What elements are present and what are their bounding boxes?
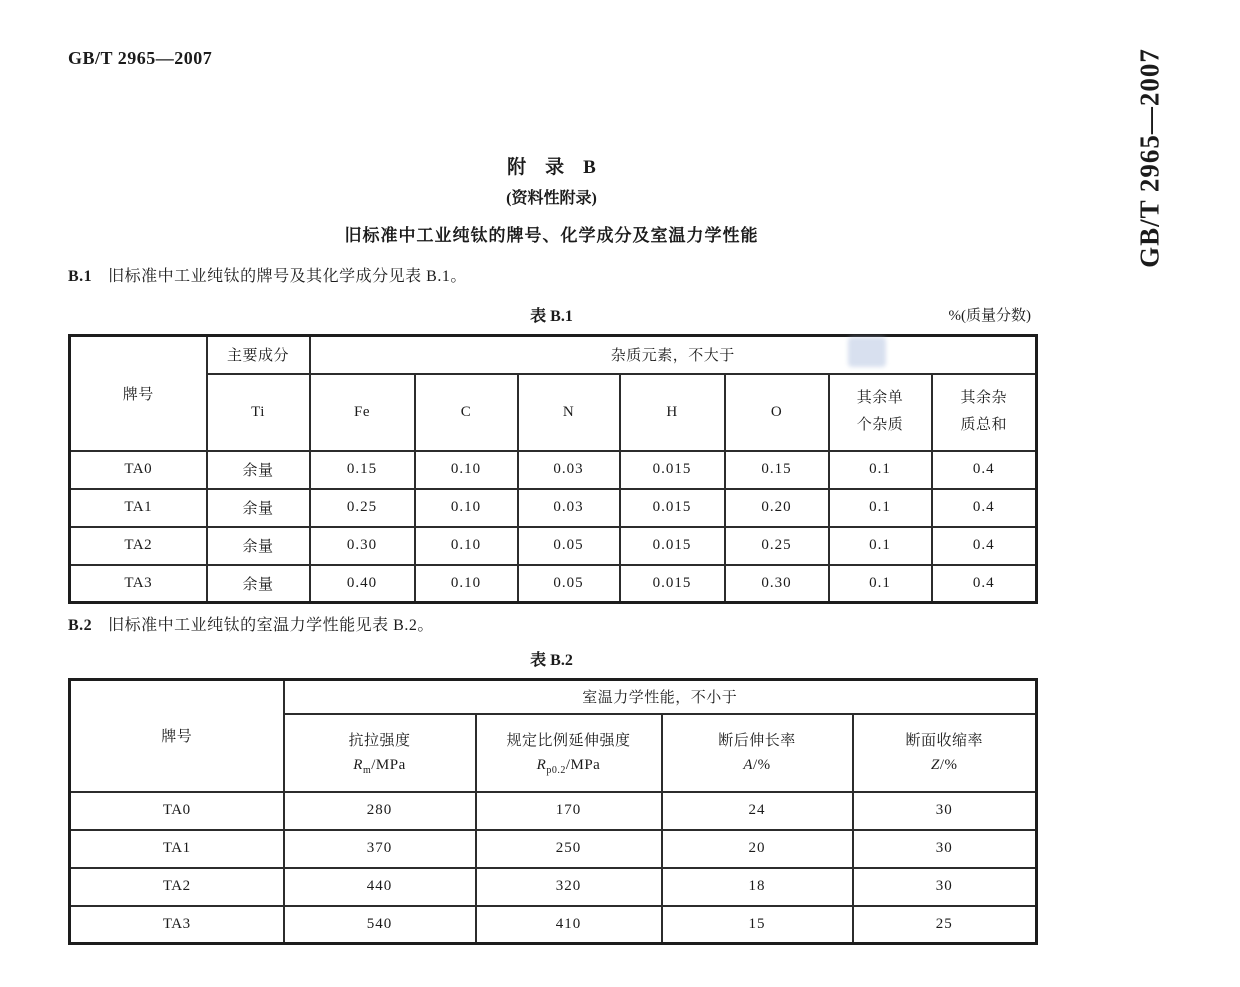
table-cell: 30: [853, 792, 1037, 830]
table-cell: 0.015: [620, 451, 725, 489]
table-b2-mechanical-properties: [68, 678, 1038, 945]
col-header-other-single: 其余单个杂质: [829, 374, 932, 451]
table-row: [70, 527, 1037, 565]
table-cell: 余量: [207, 565, 310, 603]
appendix-subtitle: (资料性附录): [506, 190, 597, 207]
table-row: [70, 489, 1037, 527]
table-cell: 25: [853, 906, 1037, 944]
table-cell: 0.25: [725, 527, 829, 565]
standard-code-vertical: GB/T 2965—2007: [1134, 48, 1165, 268]
grade-cell: TA1: [70, 830, 284, 868]
grade-cell: TA3: [70, 565, 207, 603]
col-header-o: O: [725, 374, 829, 451]
grade-cell: TA3: [70, 906, 284, 944]
table-b2-caption: 表 B.2: [530, 652, 573, 669]
table-cell: 0.1: [829, 565, 932, 603]
table-b2-caption-row: [68, 647, 1035, 670]
col-header-fe: Fe: [310, 374, 415, 451]
table-cell: 0.03: [518, 451, 620, 489]
table-cell: 0.15: [310, 451, 415, 489]
section-b1-text: 旧标准中工业纯钛的牌号及其化学成分见表 B.1。: [108, 268, 467, 285]
col-header-tensile-strength: 抗拉强度 $R_m$/MPa: [284, 714, 476, 792]
table-cell: 0.1: [829, 451, 932, 489]
section-b1-paragraph: [68, 263, 467, 286]
table-cell: 30: [853, 868, 1037, 906]
table-cell: 0.15: [725, 451, 829, 489]
table-header-row: [70, 336, 1037, 374]
table-cell: 410: [476, 906, 662, 944]
col-header-properties-group: 室温力学性能，不小于: [284, 680, 1037, 714]
table-cell: 0.015: [620, 527, 725, 565]
table-cell: 15: [662, 906, 853, 944]
standard-code-header: GB/T 2965—2007: [68, 48, 213, 68]
table-cell: 18: [662, 868, 853, 906]
grade-cell: TA0: [70, 451, 207, 489]
section-b2-text: 旧标准中工业纯钛的室温力学性能见表 B.2。: [108, 617, 434, 634]
grade-cell: TA1: [70, 489, 207, 527]
table-cell: 0.015: [620, 489, 725, 527]
table-cell: 24: [662, 792, 853, 830]
table-cell: 0.4: [932, 451, 1037, 489]
table-cell: 0.05: [518, 565, 620, 603]
table-row: [70, 451, 1037, 489]
table-cell: 余量: [207, 489, 310, 527]
table-cell: 30: [853, 830, 1037, 868]
table-header-row: [70, 374, 1037, 451]
section-b2-paragraph: [68, 612, 434, 635]
table-cell: 0.1: [829, 489, 932, 527]
table-b1-caption-row: [68, 303, 1035, 326]
col-header-main-component: 主要成分: [207, 336, 310, 374]
col-header-proof-strength: 规定比例延伸强度 $R_{p0.2}$/MPa: [476, 714, 662, 792]
table-cell: 20: [662, 830, 853, 868]
table-cell: 370: [284, 830, 476, 868]
table-cell: 0.10: [415, 527, 518, 565]
table-cell: 0.4: [932, 489, 1037, 527]
table-cell: 0.20: [725, 489, 829, 527]
table-cell: 320: [476, 868, 662, 906]
table-row: [70, 565, 1037, 603]
table-row: [70, 906, 1037, 944]
col-header-h: H: [620, 374, 725, 451]
table-cell: 0.015: [620, 565, 725, 603]
grade-cell: TA2: [70, 527, 207, 565]
table-cell: 0.03: [518, 489, 620, 527]
col-header-grade: 牌号: [70, 680, 284, 792]
table-cell: 0.30: [725, 565, 829, 603]
table-cell: 0.4: [932, 527, 1037, 565]
table-cell: 250: [476, 830, 662, 868]
table-cell: 0.25: [310, 489, 415, 527]
table-cell: 0.10: [415, 451, 518, 489]
table-cell: 0.30: [310, 527, 415, 565]
table-cell: 余量: [207, 527, 310, 565]
table-cell: 0.10: [415, 489, 518, 527]
col-header-elongation: 断后伸长率 A/%: [662, 714, 853, 792]
table-cell: 440: [284, 868, 476, 906]
col-header-grade: 牌号: [70, 336, 207, 451]
table-header-row: [70, 680, 1037, 714]
section-b2-label: B.2: [68, 617, 93, 634]
section-b1-label: B.1: [68, 268, 93, 285]
table-b1-chemical-composition: [68, 334, 1038, 604]
scan-artifact: [848, 337, 886, 367]
appendix-heading: 旧标准中工业纯钛的牌号、化学成分及室温力学性能: [344, 226, 759, 245]
table-cell: 0.40: [310, 565, 415, 603]
table-cell: 0.4: [932, 565, 1037, 603]
grade-cell: TA0: [70, 792, 284, 830]
table-row: [70, 830, 1037, 868]
table-row: [70, 868, 1037, 906]
table-cell: 0.1: [829, 527, 932, 565]
table-b1-caption: 表 B.1: [530, 308, 573, 325]
grade-cell: TA2: [70, 868, 284, 906]
table-cell: 280: [284, 792, 476, 830]
table-cell: 0.10: [415, 565, 518, 603]
col-header-reduction-of-area: 断面收缩率 Z/%: [853, 714, 1037, 792]
col-header-impurity-group: 杂质元素，不大于: [310, 336, 1037, 374]
table-row: [70, 792, 1037, 830]
appendix-title: 附 录 B: [507, 157, 596, 178]
col-header-n: N: [518, 374, 620, 451]
table-cell: 0.05: [518, 527, 620, 565]
table-cell: 540: [284, 906, 476, 944]
col-header-ti: Ti: [207, 374, 310, 451]
table-b1-unit-note: %(质量分数): [948, 308, 1031, 324]
table-cell: 170: [476, 792, 662, 830]
table-cell: 余量: [207, 451, 310, 489]
col-header-c: C: [415, 374, 518, 451]
col-header-other-total: 其余杂质总和: [932, 374, 1037, 451]
